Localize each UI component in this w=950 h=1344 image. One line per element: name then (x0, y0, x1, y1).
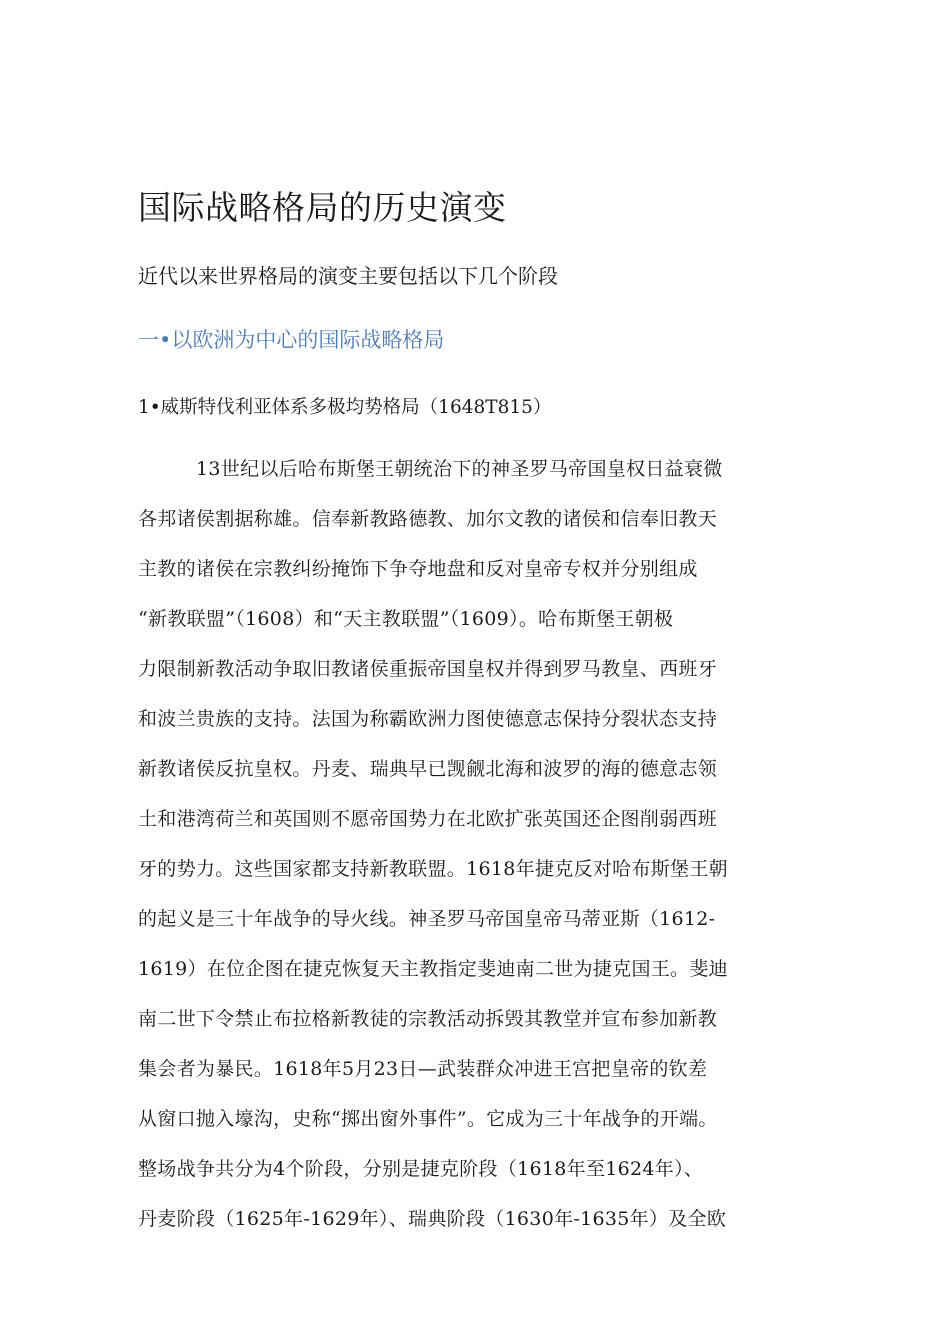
intro-text: 近代以来世界格局的演变主要包括以下几个阶段 (138, 264, 558, 288)
paragraph-line: 丹麦阶段（1625年-1629年）、瑞典阶段（1630年-1635年）及全欧 (138, 1208, 727, 1230)
paragraph-line: 13世纪以后哈布斯堡王朝统治下的神圣罗马帝国皇权日益衰微 (196, 458, 723, 480)
paragraph-line: 整场战争共分为4个阶段，分别是捷克阶段（1618年至1624年）、 (138, 1158, 704, 1180)
paragraph-line: 新教诸侯反抗皇权。丹麦、瑞典早已觊觎北海和波罗的海的德意志领 (138, 758, 718, 780)
paragraph-line: 和波兰贵族的支持。法国为称霸欧洲力图使德意志保持分裂状态支持 (138, 708, 718, 730)
paragraph-line: 1619）在位企图在捷克恢复天主教指定斐迪南二世为捷克国王。斐迪 (138, 958, 728, 980)
paragraph-line: 南二世下令禁止布拉格新教徒的宗教活动拆毁其教堂并宣布参加新教 (138, 1008, 718, 1030)
sub-heading: 1•威斯特伐利亚体系多极均势格局（1648T815） (138, 397, 552, 418)
paragraph-line: 从窗口抛入壕沟，史称“掷出窗外事件”。它成为三十年战争的开端。 (138, 1108, 718, 1130)
paragraph-line: 集会者为暴民。1618年5月23日—武装群众冲进王宫把皇帝的钦差 (138, 1058, 708, 1080)
section-heading: 一•以欧洲为中心的国际战略格局 (138, 328, 445, 352)
paragraph-line: 力限制新教活动争取旧教诸侯重振帝国皇权并得到罗马教皇、西班牙 (138, 658, 718, 680)
paragraph-line: 主教的诸侯在宗教纠纷掩饰下争夺地盘和反对皇帝专权并分别组成 (138, 558, 698, 580)
document-title: 国际战略格局的历史演变 (138, 188, 507, 227)
body-paragraph (138, 454, 838, 1254)
paragraph-line: 牙的势力。这些国家都支持新教联盟。1618年捷克反对哈布斯堡王朝 (138, 858, 728, 880)
paragraph-line: 的起义是三十年战争的导火线。神圣罗马帝国皇帝马蒂亚斯（1612- (138, 908, 716, 930)
paragraph-line: 土和港湾荷兰和英国则不愿帝国势力在北欧扩张英国还企图削弱西班 (138, 808, 718, 830)
paragraph-line: “新教联盟”（1608）和“天主教联盟”（1609）。哈布斯堡王朝极 (138, 608, 674, 630)
paragraph-line: 各邦诸侯割据称雄。信奉新教路德教、加尔文教的诸侯和信奉旧教天 (138, 508, 718, 530)
